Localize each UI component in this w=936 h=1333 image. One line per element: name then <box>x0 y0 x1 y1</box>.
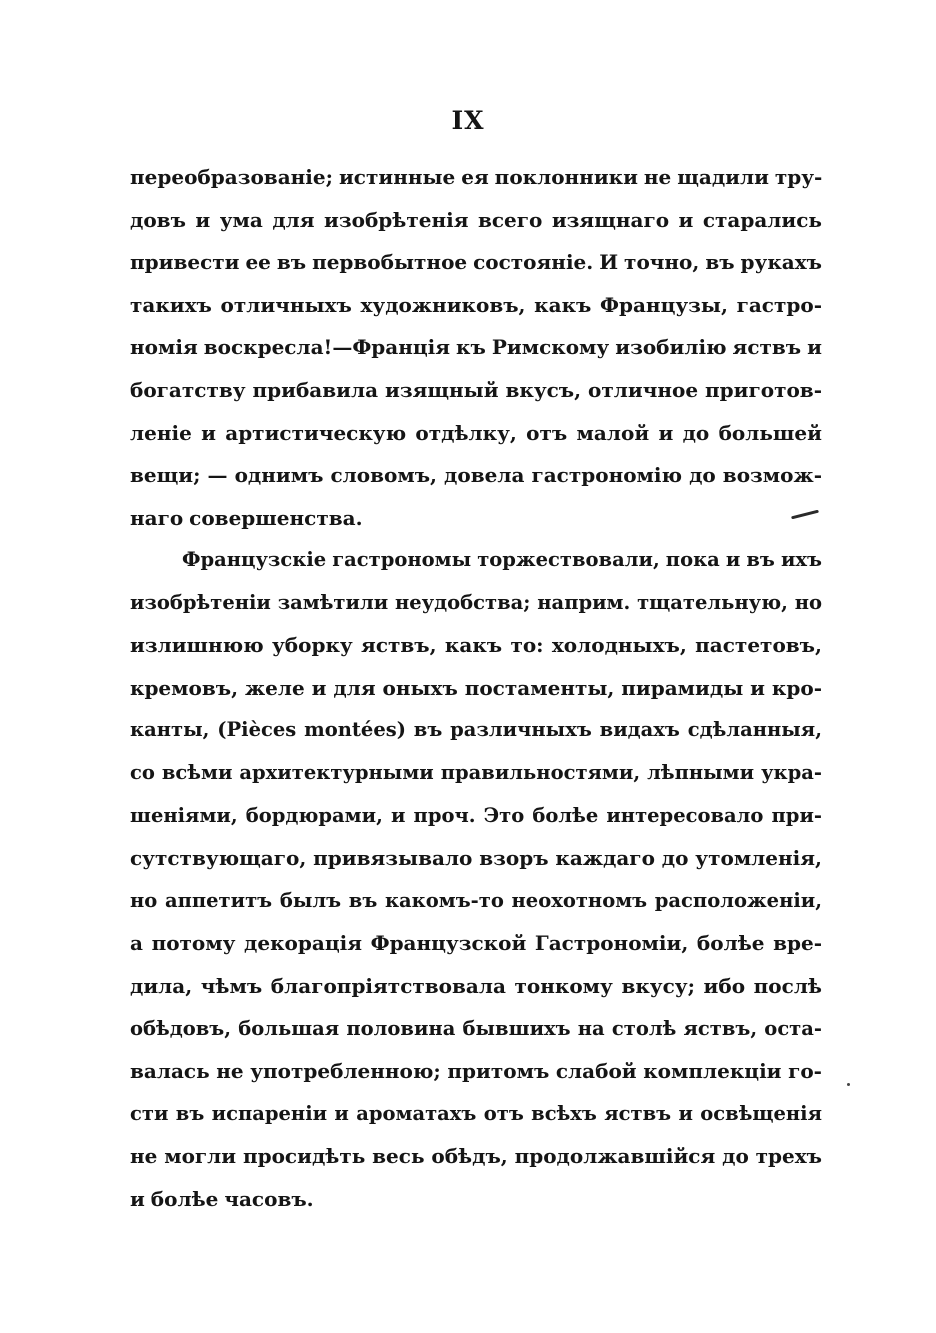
text-line: вещи; — однимъ словомъ, довела гастрономію до возмож- <box>130 463 822 488</box>
text-line: сти въ испареніи и ароматахъ отъ всѣхъ яствъ и освѣщенія <box>130 1101 822 1125</box>
text-line: привести ее въ первобытное состояніе. И точно, въ рукахъ <box>130 250 822 275</box>
text-line: довъ и ума для изобрѣтенія всего изящнаго и старались <box>130 207 822 232</box>
text-line: сутствующаго, привязывало взоръ каждаго до утомленія, <box>130 846 822 871</box>
text-line: богатству прибавила изящный вкусъ, отличное приготов- <box>130 377 822 402</box>
text-line: переобразованіе; истинные ея поклонники не щадили тру- <box>130 165 823 189</box>
text-line: шеніями, бордюрами, и проч. Это болѣе интересовало при- <box>130 803 822 827</box>
text-line: излишнюю уборку яствъ, какъ то: холодныхъ, пастетовъ, <box>130 633 822 658</box>
text-line: номія воскресла!—Франція къ Римскому изобилію яствъ и <box>130 335 822 360</box>
text-line: такихъ отличныхъ художниковъ, какъ Французы, гастро- <box>130 292 822 317</box>
ink-speck <box>847 1083 850 1086</box>
text-line: канты, (Pièces montées) въ различныхъ видахъ сдѣланныя, <box>130 718 822 742</box>
text-line: Французскіе гастрономы торжествовали, пока и въ ихъ <box>182 548 822 571</box>
text-line: со всѣми архитектурными правильностями, лѣпными укра- <box>130 760 822 784</box>
text-line: но аппетитъ былъ въ какомъ-то неохотномъ расположеніи, <box>130 888 822 912</box>
text-line: валась не употребленною; притомъ слабой комплекціи го- <box>130 1059 822 1084</box>
text-line: изобрѣтеніи замѣтили неудобства; наприм. тщательную, но <box>130 590 822 614</box>
text-line: дила, чѣмъ благопріятствовала тонкому вкусу; ибо послѣ <box>130 973 822 998</box>
text-line: а потому декорація Французской Гастрономіи, болѣе вре- <box>130 931 822 956</box>
text-line: леніе и артистическую отдѣлку, отъ малой и до большей <box>130 420 822 445</box>
text-line: и болѣе часовъ. <box>130 1186 314 1211</box>
text-line: не могли просидѣть весь обѣдъ, продолжавшійся до трехъ <box>130 1144 822 1169</box>
text-line: наго совершенства. <box>130 505 363 530</box>
paragraph-2 <box>130 539 822 1221</box>
paragraph-1 <box>130 156 822 539</box>
page-number: IX <box>451 106 485 135</box>
text-line: кремовъ, желе и для оныхъ постаменты, пирамиды и кро- <box>130 675 822 700</box>
text-line: обѣдовъ, большая половина бывшихъ на столѣ яствъ, оста- <box>130 1016 822 1040</box>
